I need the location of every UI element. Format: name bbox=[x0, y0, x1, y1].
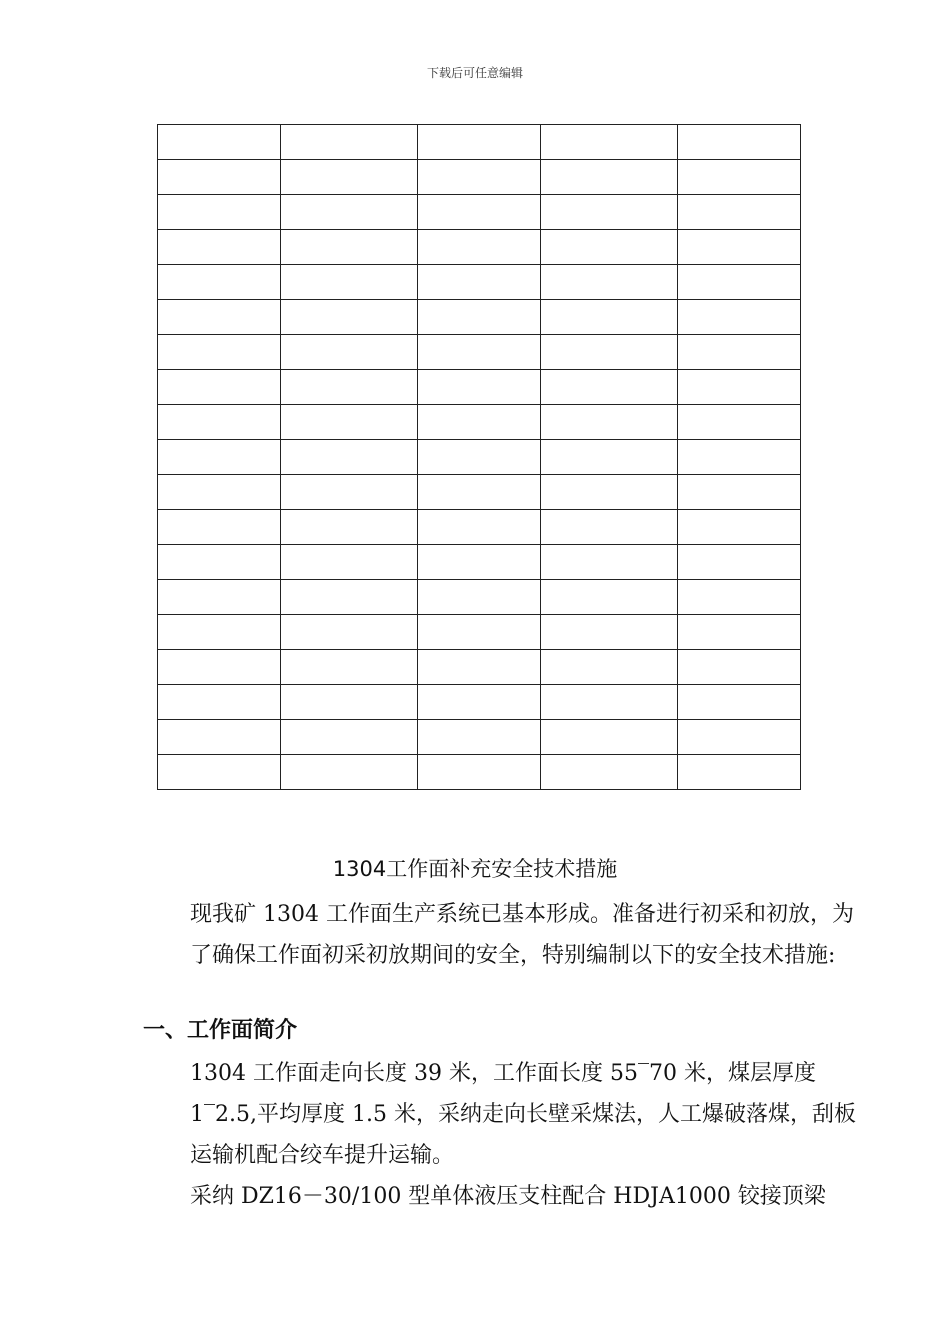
table-cell bbox=[158, 440, 281, 475]
table-cell bbox=[418, 615, 541, 650]
table-cell bbox=[281, 230, 418, 265]
table-cell bbox=[541, 265, 678, 300]
table-cell bbox=[158, 545, 281, 580]
table-cell bbox=[418, 265, 541, 300]
table-row bbox=[158, 720, 801, 755]
table-row bbox=[158, 195, 801, 230]
table-cell bbox=[678, 685, 801, 720]
table-row bbox=[158, 475, 801, 510]
section-paragraph: 1304 工作面走向长度 39 米，工作面长度 55‾70 米，煤层厚度 1‾2.5,平均厚度 1.5 米，采纳走向长壁采煤法，人工爆破落煤，刮板运输机配合绞车提升运输。 bbox=[190, 1061, 856, 1168]
table-cell bbox=[678, 720, 801, 755]
table-cell bbox=[541, 300, 678, 335]
table-row bbox=[158, 405, 801, 440]
table-cell bbox=[281, 580, 418, 615]
table-cell bbox=[678, 615, 801, 650]
table-cell bbox=[158, 615, 281, 650]
table-cell bbox=[678, 370, 801, 405]
table-cell bbox=[678, 755, 801, 790]
table-cell bbox=[541, 405, 678, 440]
table-cell bbox=[158, 370, 281, 405]
table-cell bbox=[541, 195, 678, 230]
table-cell bbox=[158, 580, 281, 615]
table-cell bbox=[541, 755, 678, 790]
table-row bbox=[158, 265, 801, 300]
table-cell bbox=[158, 160, 281, 195]
section-heading: 一、工作面简介 bbox=[143, 1018, 298, 1043]
table-cell bbox=[541, 230, 678, 265]
table-cell bbox=[281, 335, 418, 370]
table-cell bbox=[678, 300, 801, 335]
table-cell bbox=[418, 195, 541, 230]
table-cell bbox=[158, 650, 281, 685]
table-cell bbox=[418, 755, 541, 790]
table-cell bbox=[678, 160, 801, 195]
table-cell bbox=[158, 335, 281, 370]
table-cell bbox=[541, 580, 678, 615]
table-cell bbox=[281, 475, 418, 510]
page-header-note: 下载后可任意编辑 bbox=[426, 66, 523, 80]
table-cell bbox=[541, 615, 678, 650]
table-cell bbox=[158, 755, 281, 790]
table-cell bbox=[281, 405, 418, 440]
table-cell bbox=[541, 510, 678, 545]
table-cell bbox=[541, 685, 678, 720]
table-cell bbox=[418, 650, 541, 685]
table-cell bbox=[281, 370, 418, 405]
table-row bbox=[158, 300, 801, 335]
table-cell bbox=[281, 300, 418, 335]
table-row bbox=[158, 160, 801, 195]
table-cell bbox=[158, 300, 281, 335]
table-row bbox=[158, 370, 801, 405]
table-row bbox=[158, 615, 801, 650]
table-cell bbox=[678, 510, 801, 545]
table-cell bbox=[281, 440, 418, 475]
table-cell bbox=[158, 475, 281, 510]
table-cell bbox=[678, 545, 801, 580]
table-row bbox=[158, 545, 801, 580]
table-cell bbox=[678, 440, 801, 475]
table-cell bbox=[418, 300, 541, 335]
table-cell bbox=[418, 475, 541, 510]
table-row bbox=[158, 685, 801, 720]
table-cell bbox=[418, 685, 541, 720]
table-cell bbox=[541, 335, 678, 370]
table-cell bbox=[418, 160, 541, 195]
table-cell bbox=[418, 370, 541, 405]
table-cell bbox=[418, 510, 541, 545]
table-cell bbox=[281, 265, 418, 300]
table-cell bbox=[158, 125, 281, 160]
table-cell bbox=[281, 615, 418, 650]
table-cell bbox=[158, 685, 281, 720]
table-row bbox=[158, 230, 801, 265]
table-cell bbox=[418, 335, 541, 370]
table-cell bbox=[418, 230, 541, 265]
table-cell bbox=[678, 265, 801, 300]
table-cell bbox=[158, 510, 281, 545]
table-cell bbox=[158, 195, 281, 230]
table-cell bbox=[678, 580, 801, 615]
table-cell bbox=[281, 510, 418, 545]
table-cell bbox=[281, 685, 418, 720]
table-cell bbox=[418, 405, 541, 440]
table-cell bbox=[541, 370, 678, 405]
table-cell bbox=[281, 125, 418, 160]
table-cell bbox=[541, 125, 678, 160]
table-cell bbox=[541, 160, 678, 195]
table-row bbox=[158, 580, 801, 615]
table-row bbox=[158, 335, 801, 370]
table-cell bbox=[281, 160, 418, 195]
table-cell bbox=[418, 125, 541, 160]
table-cell bbox=[678, 230, 801, 265]
table-cell bbox=[418, 545, 541, 580]
table-cell bbox=[678, 125, 801, 160]
table-cell bbox=[418, 440, 541, 475]
table-cell bbox=[678, 475, 801, 510]
table-cell bbox=[418, 580, 541, 615]
table-row bbox=[158, 510, 801, 545]
table-cell bbox=[158, 405, 281, 440]
table-cell bbox=[541, 475, 678, 510]
table-cell bbox=[678, 195, 801, 230]
intro-paragraph: 现我矿 1304 工作面生产系统已基本形成。准备进行初采和初放，为了确保工作面初采初放期间的安全，特别编制以下的安全技术措施: bbox=[190, 902, 854, 968]
table-cell bbox=[541, 720, 678, 755]
table-row bbox=[158, 650, 801, 685]
table-row bbox=[158, 755, 801, 790]
table-row bbox=[158, 440, 801, 475]
table-cell bbox=[678, 405, 801, 440]
blank-table bbox=[157, 124, 801, 790]
table-row bbox=[158, 125, 801, 160]
table-cell bbox=[678, 650, 801, 685]
table-cell bbox=[678, 335, 801, 370]
table-cell bbox=[158, 720, 281, 755]
table-cell bbox=[418, 720, 541, 755]
section-paragraph-continued: 采纳 DZ16－30/100 型单体液压支柱配合 HDJA1000 铰接顶梁 bbox=[190, 1184, 826, 1209]
table-cell bbox=[158, 265, 281, 300]
table-cell bbox=[281, 720, 418, 755]
table-cell bbox=[281, 195, 418, 230]
table-cell bbox=[281, 755, 418, 790]
table-cell bbox=[281, 545, 418, 580]
table-cell bbox=[541, 650, 678, 685]
table-cell bbox=[281, 650, 418, 685]
table-cell bbox=[541, 545, 678, 580]
table-cell bbox=[541, 440, 678, 475]
document-title: 1304工作面补充安全技术措施 bbox=[332, 857, 618, 881]
table-cell bbox=[158, 230, 281, 265]
